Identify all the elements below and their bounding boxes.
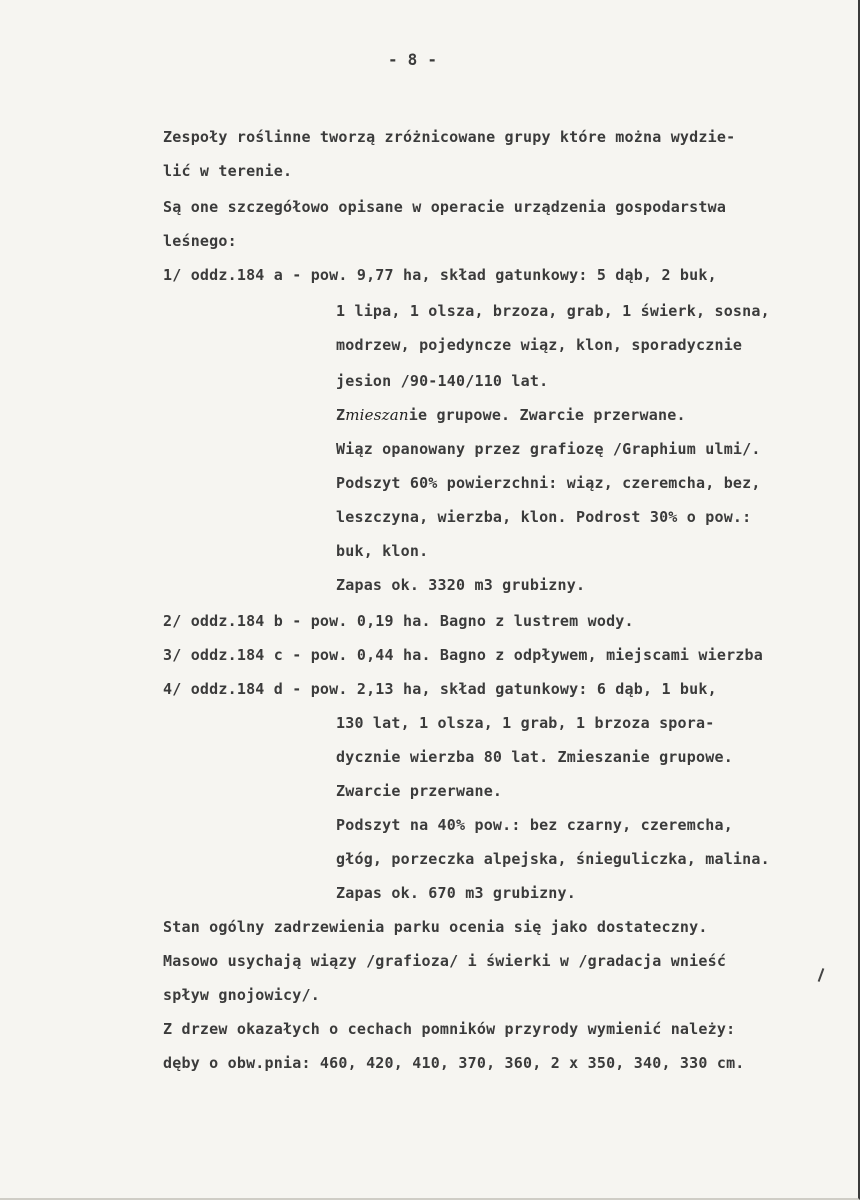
item-1-line: 1 lipa, 1 olsza, brzoza, grab, 1 świerk, sosna, <box>336 302 770 320</box>
item-1-line: jesion /90-140/110 lat. <box>336 372 549 390</box>
handwritten-correction: mieszan <box>345 406 409 424</box>
item-3: 3/ oddz.184 c - pow. 0,44 ha. Bagno z odpływem, miejscami wierzba <box>163 646 763 664</box>
mixing-rest: ie grupowe. Zwarcie przerwane. <box>408 406 686 424</box>
page-number: - 8 - <box>388 50 438 69</box>
item-1-line: Podszyt 60% powierzchni: wiąz, czeremcha, bez, <box>336 474 761 492</box>
intro-line-2: lić w terenie. <box>163 162 293 180</box>
closing-line: Masowo usychają wiązy /grafioza/ i świerki w /gradacja wnieść <box>163 952 727 970</box>
intro-line-3: Są one szczegółowo opisane w operacie urządzenia gospodarstwa <box>163 198 727 216</box>
item-1-line: leszczyna, wierzba, klon. Podrost 30% o pow.: <box>336 508 752 526</box>
mixing-prefix: Z <box>336 406 346 424</box>
closing-line: Z drzew okazałych o cechach pomników przyrody wymienić należy: <box>163 1020 736 1038</box>
closing-line: dęby o obw.pnia: 460, 420, 410, 370, 360, 2 x 350, 340, 330 cm. <box>163 1054 745 1072</box>
margin-pen-mark <box>818 968 825 982</box>
item-2: 2/ oddz.184 b - pow. 0,19 ha. Bagno z lustrem wody. <box>163 612 634 630</box>
item-4-line: Zapas ok. 670 m3 grubizny. <box>336 884 576 902</box>
closing-line: Stan ogólny zadrzewienia parku ocenia się jako dostateczny. <box>163 918 708 936</box>
item-1-mixing-line <box>336 408 686 423</box>
intro-line-4: leśnego: <box>163 232 237 250</box>
item-4-line: 130 lat, 1 olsza, 1 grab, 1 brzoza spora- <box>336 714 715 732</box>
item-1-line: Zapas ok. 3320 m3 grubizny. <box>336 576 586 594</box>
item-1-line: Wiąz opanowany przez grafiozę /Graphium ulmi/. <box>336 440 761 458</box>
intro-line-1: Zespoły roślinne tworzą zróżnicowane grupy które można wydzie- <box>163 128 736 146</box>
item-4-line: głóg, porzeczka alpejska, śnieguliczka, malina. <box>336 850 770 868</box>
item-1-line: buk, klon. <box>336 542 429 560</box>
item-4-line: dycznie wierzba 80 lat. Zmieszanie grupowe. <box>336 748 733 766</box>
closing-line: spływ gnojowicy/. <box>163 986 320 1004</box>
item-4-line: Podszyt na 40% pow.: bez czarny, czeremcha, <box>336 816 733 834</box>
item-4-head: 4/ oddz.184 d - pow. 2,13 ha, skład gatunkowy: 6 dąb, 1 buk, <box>163 680 717 698</box>
item-4-line: Zwarcie przerwane. <box>336 782 503 800</box>
item-1-line: modrzew, pojedyncze wiąz, klon, sporadycznie <box>336 336 743 354</box>
item-1-head: 1/ oddz.184 a - pow. 9,77 ha, skład gatunkowy: 5 dąb, 2 buk, <box>163 266 717 284</box>
